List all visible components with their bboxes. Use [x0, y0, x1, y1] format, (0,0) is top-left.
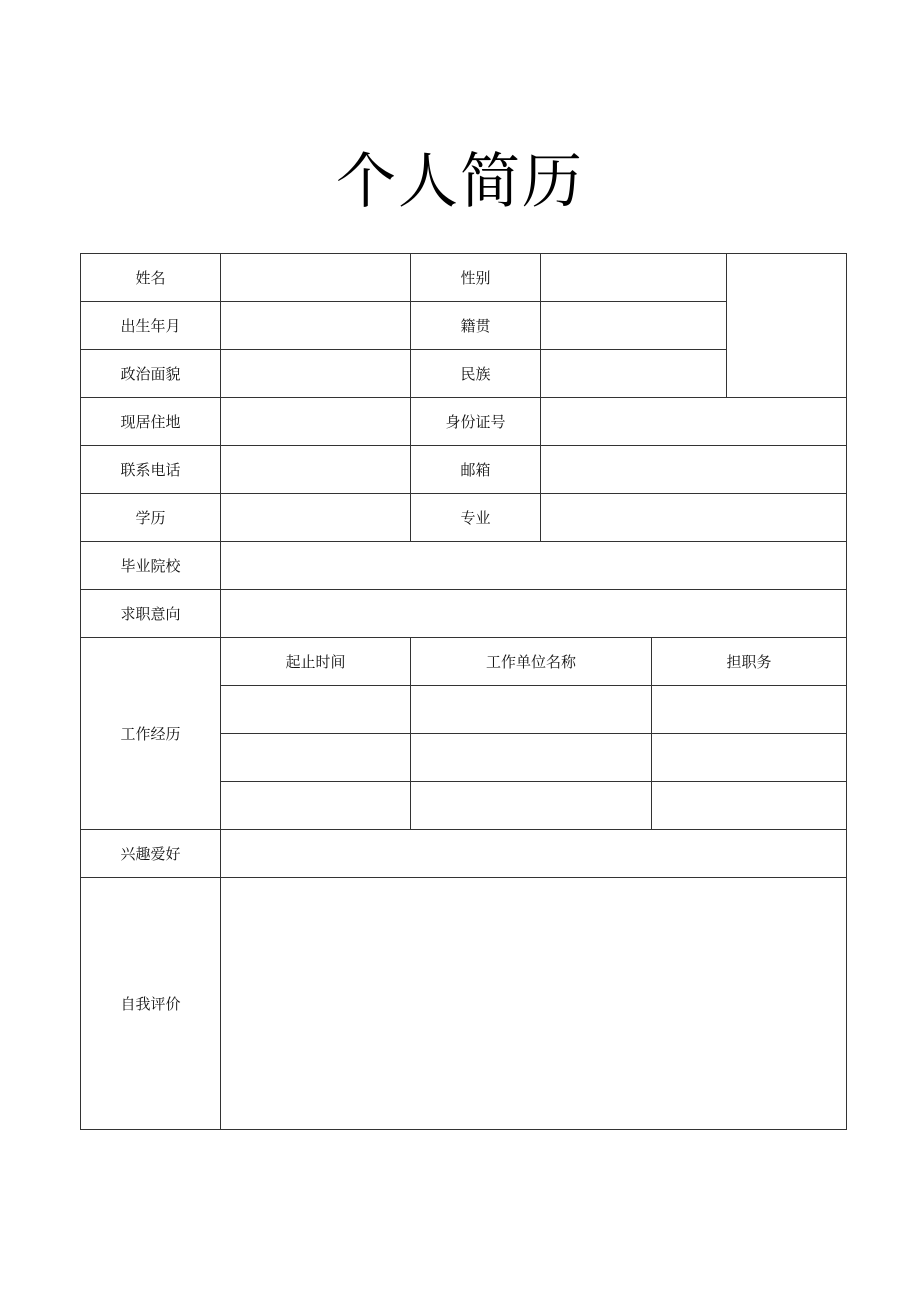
- phone-label: 联系电话: [81, 446, 221, 494]
- name-field[interactable]: [221, 254, 411, 302]
- row-job-intention: [81, 590, 847, 638]
- work-col-period: 起止时间: [221, 638, 411, 686]
- major-label: 专业: [411, 494, 541, 542]
- job-intention-label: 求职意向: [81, 590, 221, 638]
- row-work-header: [81, 638, 847, 686]
- row-education: [81, 494, 847, 542]
- work-employer-field[interactable]: [411, 734, 652, 782]
- ethnicity-label: 民族: [411, 350, 541, 398]
- work-position-field[interactable]: [652, 734, 847, 782]
- native-place-field[interactable]: [541, 302, 727, 350]
- email-field[interactable]: [541, 446, 847, 494]
- work-employer-field[interactable]: [411, 782, 652, 830]
- address-label: 现居住地: [81, 398, 221, 446]
- id-number-field[interactable]: [541, 398, 847, 446]
- school-field[interactable]: [221, 542, 847, 590]
- job-intention-field[interactable]: [221, 590, 847, 638]
- self-evaluation-label: 自我评价: [81, 878, 221, 1130]
- photo-box[interactable]: [727, 254, 847, 398]
- row-phone: [81, 446, 847, 494]
- row-address: [81, 398, 847, 446]
- birth-label: 出生年月: [81, 302, 221, 350]
- row-school: [81, 542, 847, 590]
- hobbies-label: 兴趣爱好: [81, 830, 221, 878]
- name-label: 姓名: [81, 254, 221, 302]
- education-field[interactable]: [221, 494, 411, 542]
- work-experience-label: 工作经历: [81, 638, 221, 830]
- education-label: 学历: [81, 494, 221, 542]
- work-position-field[interactable]: [652, 686, 847, 734]
- page-title: 个人简历: [336, 147, 584, 217]
- work-col-position: 担职务: [652, 638, 847, 686]
- address-field[interactable]: [221, 398, 411, 446]
- self-evaluation-field[interactable]: [221, 878, 847, 1130]
- hobbies-field[interactable]: [221, 830, 847, 878]
- phone-field[interactable]: [221, 446, 411, 494]
- gender-label: 性别: [411, 254, 541, 302]
- gender-field[interactable]: [541, 254, 727, 302]
- birth-field[interactable]: [221, 302, 411, 350]
- native-place-label: 籍贯: [411, 302, 541, 350]
- row-hobbies: [81, 830, 847, 878]
- row-name: [81, 254, 847, 302]
- resume-form-table: [80, 253, 847, 1130]
- id-number-label: 身份证号: [411, 398, 541, 446]
- major-field[interactable]: [541, 494, 847, 542]
- political-status-label: 政治面貌: [81, 350, 221, 398]
- row-self-evaluation: [81, 878, 847, 1130]
- work-period-field[interactable]: [221, 686, 411, 734]
- ethnicity-field[interactable]: [541, 350, 727, 398]
- work-period-field[interactable]: [221, 734, 411, 782]
- political-status-field[interactable]: [221, 350, 411, 398]
- work-employer-field[interactable]: [411, 686, 652, 734]
- email-label: 邮箱: [411, 446, 541, 494]
- work-position-field[interactable]: [652, 782, 847, 830]
- work-period-field[interactable]: [221, 782, 411, 830]
- school-label: 毕业院校: [81, 542, 221, 590]
- work-col-employer: 工作单位名称: [411, 638, 652, 686]
